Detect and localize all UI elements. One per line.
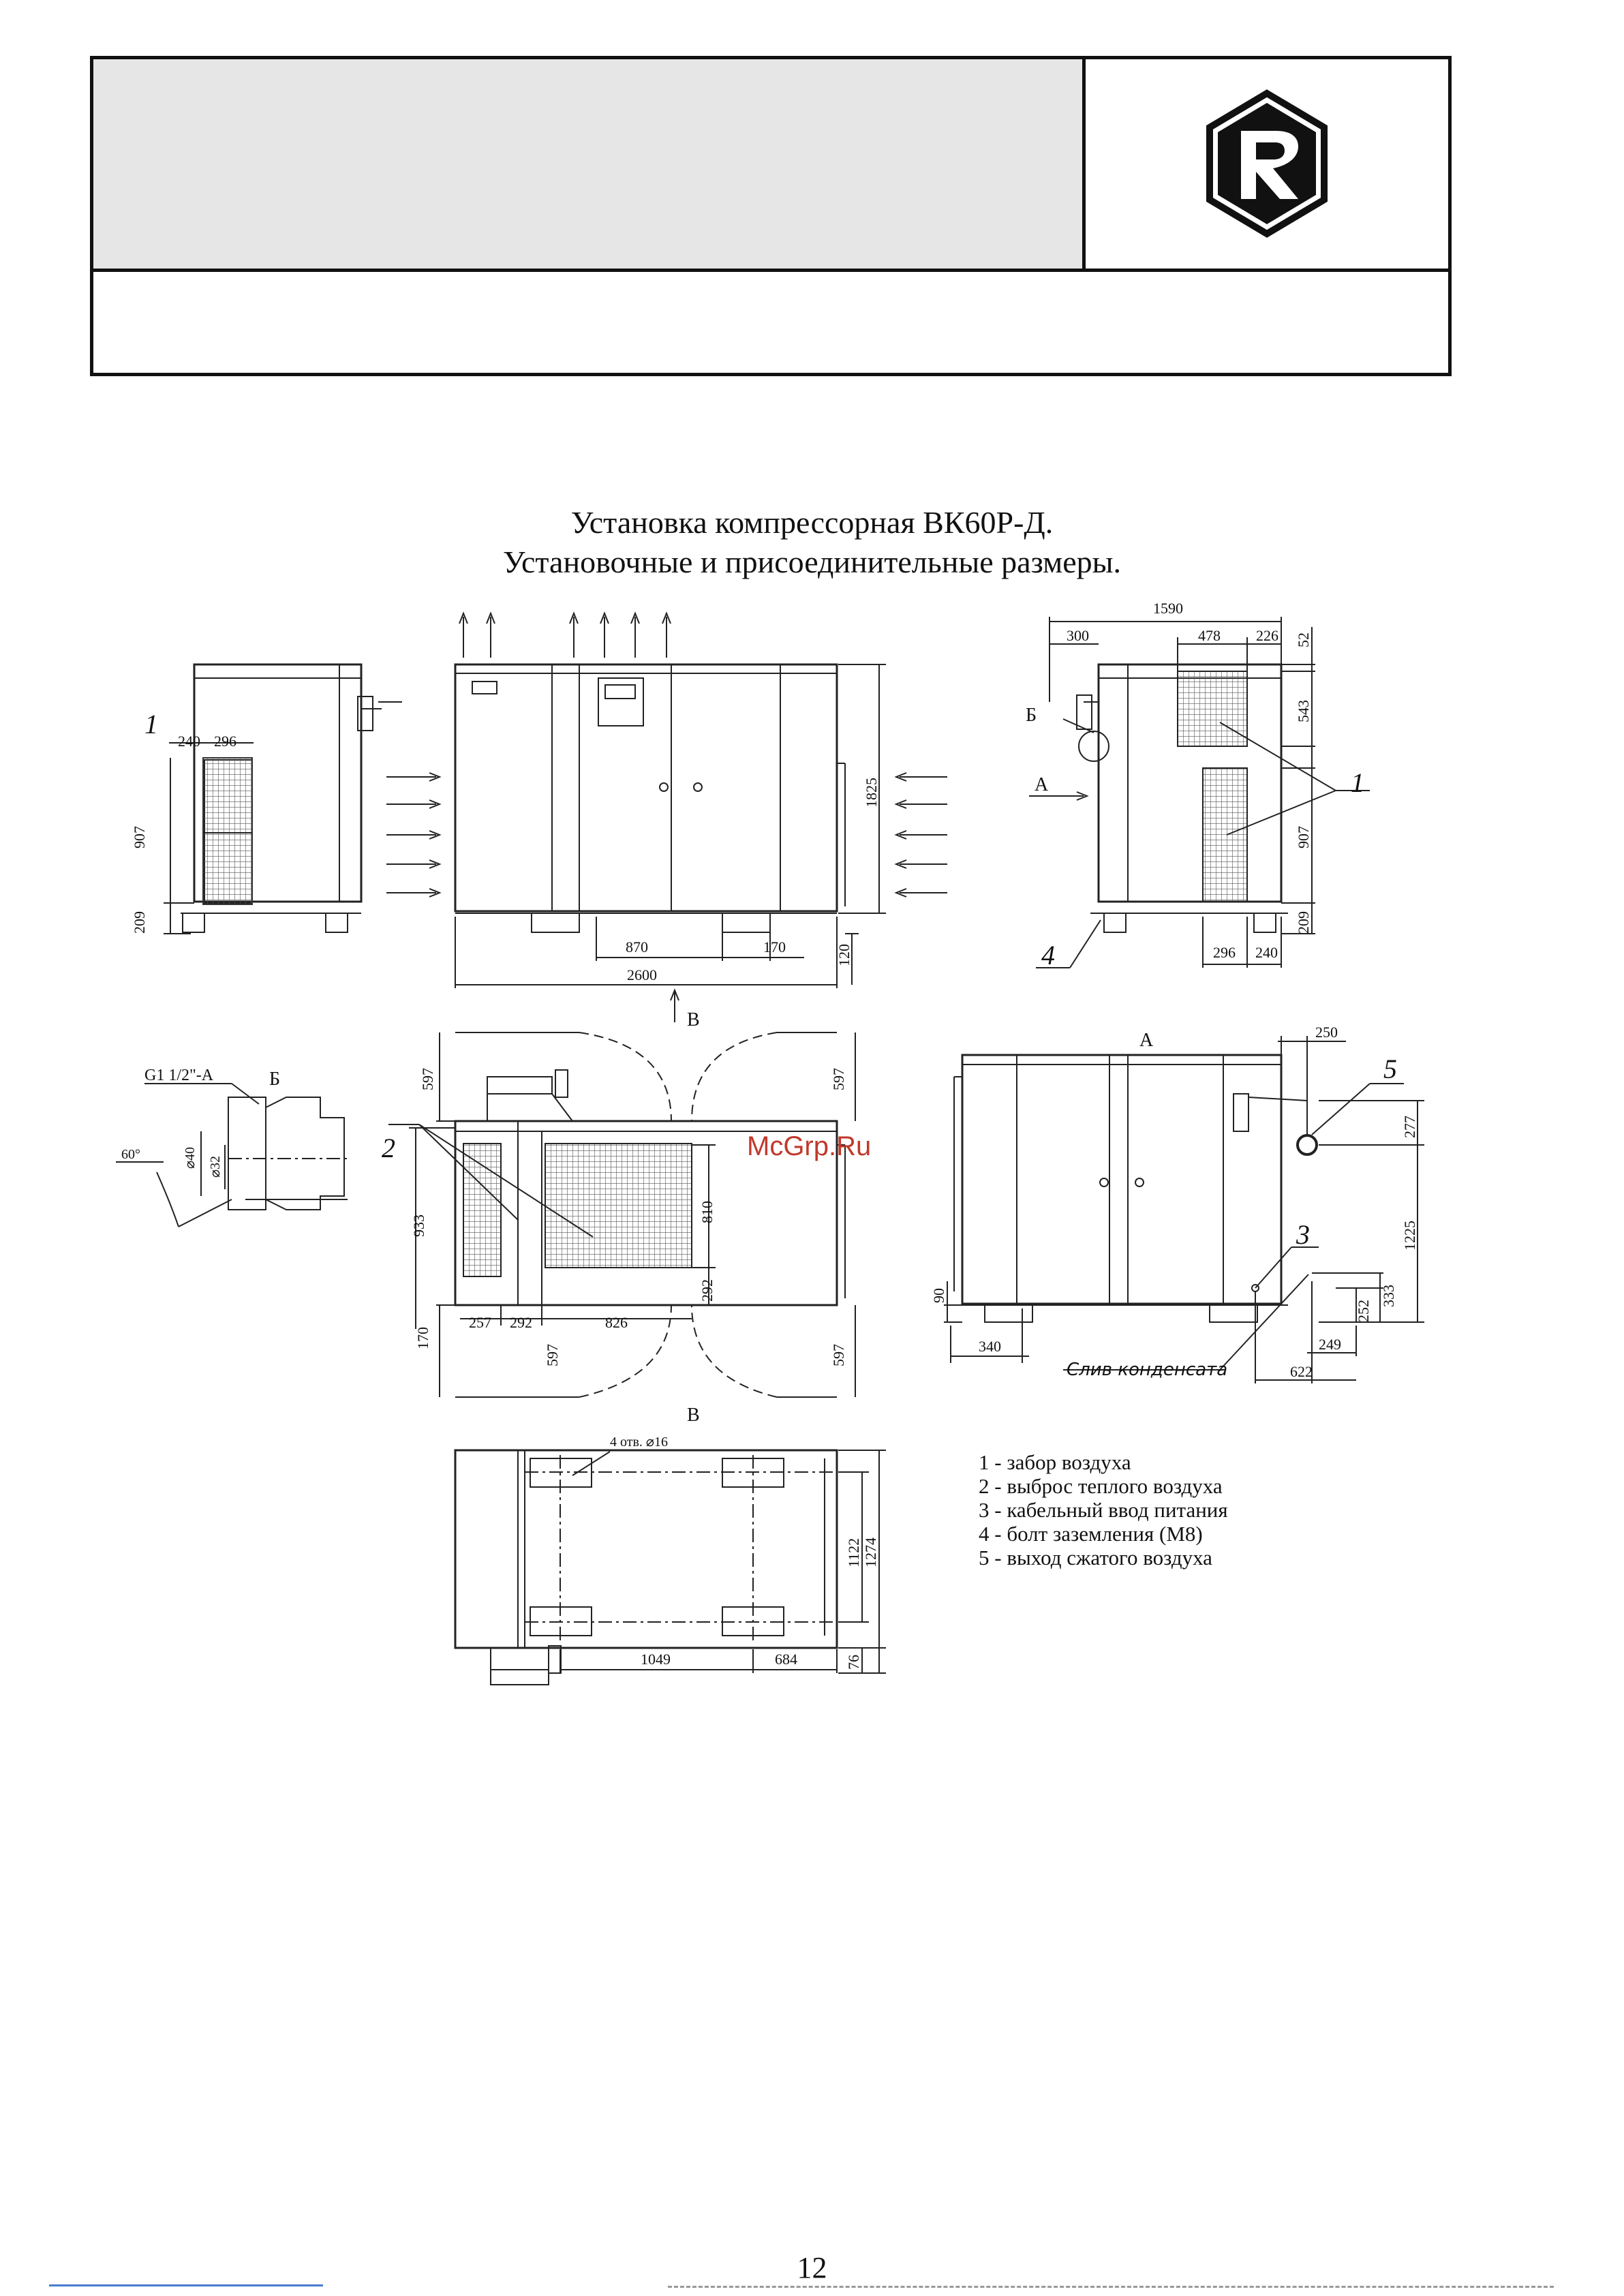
drawing-title-line-2: Установочные и присоединительные размеры. — [502, 545, 1122, 579]
dim-209-right: 209 — [1295, 911, 1312, 934]
dim-1590: 1590 — [1153, 600, 1183, 617]
drawing-title-line-1: Установка компрессорная ВК60Р-Д. — [570, 505, 1054, 540]
footer-link-line[interactable] — [49, 2284, 323, 2286]
detail-thread-label: G1 1/2"-A — [144, 1067, 214, 1084]
page-number: 12 — [797, 2251, 827, 2284]
dim-1825: 1825 — [863, 778, 880, 808]
dim-478: 478 — [1198, 627, 1221, 644]
label-b-side: Б — [1026, 705, 1037, 726]
dim-340: 340 — [979, 1338, 1001, 1355]
dim-52: 52 — [1295, 632, 1312, 647]
base-holes-label: 4 отв. ⌀16 — [610, 1435, 668, 1450]
dim-120: 120 — [836, 944, 853, 966]
rear-view-a-title: А — [1139, 1030, 1154, 1051]
dim-d40: ⌀40 — [183, 1146, 198, 1169]
detail-b-label: Б — [269, 1069, 281, 1090]
base-plan-view — [455, 1450, 886, 1685]
dim-170-top: 170 — [414, 1327, 431, 1349]
dim-90: 90 — [930, 1288, 947, 1303]
callout-2: 2 — [382, 1133, 395, 1163]
callout-4: 4 — [1041, 940, 1055, 970]
dim-870: 870 — [626, 938, 648, 955]
dim-1225: 1225 — [1401, 1221, 1418, 1251]
dim-933: 933 — [410, 1214, 427, 1237]
dim-597-top-right: 597 — [830, 1068, 847, 1090]
dim-292: 292 — [510, 1314, 532, 1331]
label-b-arrow-front: В — [687, 1009, 700, 1030]
legend-item: 3 - кабельный ввод питания — [979, 1498, 1228, 1522]
callout-1-right: 1 — [1351, 767, 1364, 798]
callout-5: 5 — [1383, 1054, 1397, 1084]
dim-292-vertical: 292 — [699, 1279, 716, 1302]
dim-907-left: 907 — [131, 826, 148, 848]
front-view — [386, 613, 947, 1022]
dim-300: 300 — [1067, 627, 1089, 644]
label-b-base: В — [687, 1405, 700, 1426]
legend-item: 2 - выброс теплого воздуха — [979, 1474, 1223, 1498]
legend-item: 5 - выход сжатого воздуха — [979, 1546, 1212, 1570]
legend-item: 4 - болт заземления (М8) — [979, 1522, 1203, 1546]
drain-label: Слив конденсата — [1067, 1360, 1228, 1380]
dim-d32: ⌀32 — [208, 1155, 223, 1178]
callout-3: 3 — [1296, 1219, 1310, 1250]
dim-333: 333 — [1380, 1285, 1397, 1307]
dim-1274: 1274 — [862, 1537, 879, 1567]
side-view-right — [1029, 617, 1370, 968]
dim-170-front: 170 — [763, 938, 786, 955]
dim-597-bottom-right: 597 — [830, 1344, 847, 1366]
dim-240-right: 240 — [1255, 944, 1278, 961]
dim-209-left: 209 — [131, 911, 148, 934]
dim-597-top-left: 597 — [419, 1068, 436, 1090]
watermark-text: McGrp.Ru — [747, 1131, 872, 1161]
dim-543: 543 — [1295, 700, 1312, 722]
dim-597-bottom-left: 597 — [544, 1344, 561, 1366]
dim-907-right: 907 — [1295, 826, 1312, 848]
dim-277: 277 — [1401, 1116, 1418, 1138]
callout-1-left: 1 — [144, 709, 158, 739]
dim-257: 257 — [469, 1314, 491, 1331]
dim-249: 249 — [1319, 1336, 1341, 1353]
label-a-side: А — [1035, 774, 1049, 795]
detail-b-view — [116, 1084, 348, 1227]
legend-item: 1 - забор воздуха — [979, 1450, 1131, 1474]
dim-826: 826 — [605, 1314, 628, 1331]
rear-view-a — [944, 1036, 1424, 1383]
dim-1122: 1122 — [845, 1537, 862, 1567]
dim-250: 250 — [1315, 1024, 1338, 1041]
footer-divider — [668, 2286, 1554, 2288]
dim-684: 684 — [775, 1651, 797, 1668]
dim-622: 622 — [1290, 1363, 1313, 1380]
dim-76: 76 — [845, 1655, 862, 1670]
legend-list — [979, 1450, 1228, 1570]
dim-1049: 1049 — [641, 1651, 671, 1668]
dim-296-left: 296 — [214, 733, 236, 750]
dim-226: 226 — [1256, 627, 1278, 644]
dim-252: 252 — [1355, 1300, 1372, 1322]
top-view — [388, 1032, 855, 1397]
side-view-left — [164, 664, 402, 934]
dim-2600: 2600 — [627, 966, 657, 983]
dim-810: 810 — [699, 1201, 716, 1223]
dim-296-right: 296 — [1213, 944, 1236, 961]
dim-240-left: 240 — [178, 733, 200, 750]
detail-angle-label: 60° — [121, 1147, 140, 1162]
